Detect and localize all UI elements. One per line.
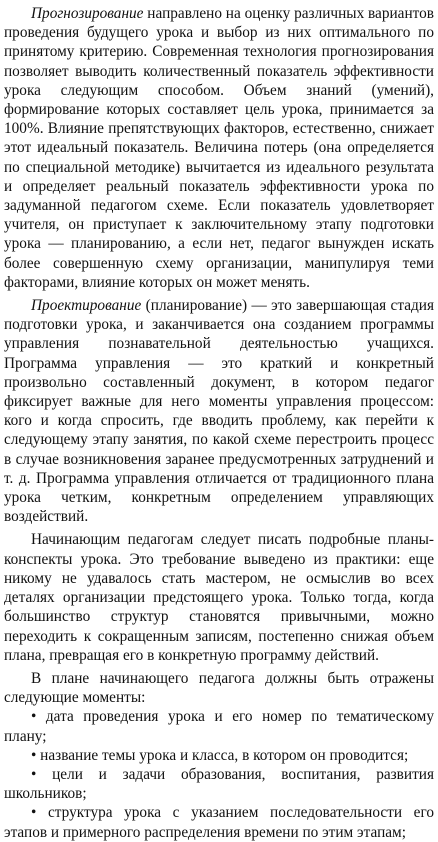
term-design: Проектирование xyxy=(31,297,142,315)
list-item: • цели и задачи образования, воспитания, развития школьников; xyxy=(4,765,434,803)
list-item: • дата проведения урока и его номер по тематическому плану; xyxy=(4,708,434,745)
paragraph-plan-intro-text: В плане начинающего педагога должны быть отражены следующие моменты: xyxy=(4,669,434,707)
plan-items-list xyxy=(4,707,434,841)
list-item: • название темы урока и класса, в котором он проводится; xyxy=(31,746,409,764)
paragraph-beginners-text: Начинающим педагогам следует писать подробные планы-конспекты урока. Это требование выведено из практики: еще никому не удавалось стать мастером, не осмыслив во всех деталях организации предстоящего урока. Только тогда, когда большинство структур становятся привычными, можно переходить к сокращенным записям, постепенно снижая объем плана, превращая его в конкретную программу действий. xyxy=(4,531,434,664)
paragraph-forecasting-text: направлено на оценку различных вариантов проведения будущего урока и выбор из них оптимального по принятому критерию. Современная технология прогнозирования позволяет выводить количественный показатель эффективности урока следующим способом. Объем знаний (умений), формирование которых составляет цель урока, принимается за 100%. Влияние препятствующих факторов, естественно, снижает этот идеальный показатель. Величина потерь (она определяется по специальной методике) вычитается из идеального результата и определяет реальный показатель эффективности урока по задуманной педагогом схеме. Если показатель удовлетворяет учителя, он приступает к заключительному этапу подготовки урока — планированию, а если нет, педагог вынужден искать более совершенную схему организации, манипулируя теми факторами, влияние которых он может менять. xyxy=(4,5,435,291)
paragraph-plan-intro xyxy=(4,669,434,707)
list-item: • структура урока с указанием последовательности его этапов и примерного распределения времени по этим этапам; xyxy=(4,804,434,841)
paragraph-forecasting xyxy=(4,4,434,292)
term-forecasting: Прогнозирование xyxy=(31,5,144,22)
paragraph-design xyxy=(4,296,434,526)
paragraph-beginners xyxy=(4,530,434,664)
paragraph-design-text: (планирование) — это завершающая стадия подготовки урока, и заканчивается она созданием программы управления познавательной деятельностью учащихся. Программа управления — это краткий и конкретный произвольно составленный документ, в котором педагог фиксирует важные для него моменты управления процессом: кого и когда спросить, где вводить проблему, как перейти к следующему этапу занятия, по какой схеме перестроить процесс в случае возникновения заранее предусмотренных затруднений и т. д. Программа управления отличается от традиционного плана урока четким, конкретным определением управляющих воздействий. xyxy=(4,297,434,526)
page-text xyxy=(4,4,434,842)
